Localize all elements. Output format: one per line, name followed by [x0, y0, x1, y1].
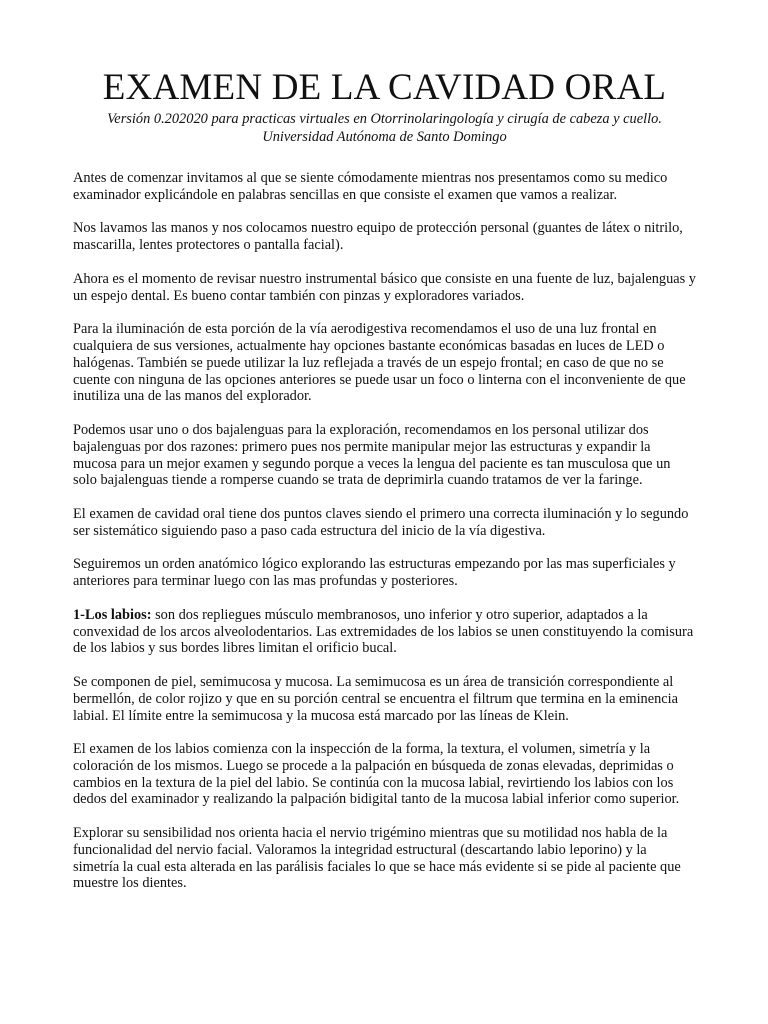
paragraph-illumination: Para la iluminación de esta porción de la vía aerodigestiva recomendamos el uso de una luz frontal en cualquiera de sus versiones, actualmente hay opciones bastante económicas basadas en luces de LED o halógenas. También se puede utilizar la luz reflejada a través de un espejo frontal; en caso de que no se cuente con ninguna de las opciones anteriores se puede usar un foco o linterna con el inconveniente de que inutiliza una de las manos del explorador.	[73, 321, 686, 405]
paragraph-anatomical-order: Seguiremos un orden anatómico lógico explorando las estructuras empezando por las mas superficiales y anteriores para terminar luego con las mas profundas y posteriores.	[73, 556, 676, 590]
paragraph-hand-washing: Nos lavamos las manos y nos colocamos nuestro equipo de protección personal (guantes de látex o nitrilo, mascarilla, lentes protectores o pantalla facial).	[73, 220, 683, 254]
document-subtitle-version: Versión 0.202020 para practicas virtuales en Otorrinolaringología y cirugía de cabeza y cuello.	[107, 111, 662, 127]
labios-text: son dos repliegues músculo membranosos, uno inferior y otro superior, adaptados a la convexidad de los arcos alveolodentarios. Las extremidades de los labios se unen constituyendo la comisura de los labios y sus bordes libres limitan el orificio bucal.	[73, 606, 694, 657]
paragraph-key-points: El examen de cavidad oral tiene dos puntos claves siendo el primero una correcta iluminación y lo segundo ser sistemático siguiendo paso a paso cada estructura del inicio de la vía digestiva.	[73, 505, 689, 539]
paragraph-introduction: Antes de comenzar invitamos al que se siente cómodamente mientras nos presentamos como su medico examinador explicándole en palabras sencillas en que consiste el examen que vamos a realizar.	[73, 170, 668, 203]
paragraph-instruments: Ahora es el momento de revisar nuestro instrumental básico que consiste en una fuente de luz, bajalenguas y un espejo dental. Es bueno contar también con pinzas y exploradores variados.	[73, 270, 696, 304]
labios-heading: 1-Los labios:	[73, 606, 152, 623]
document-body	[73, 170, 696, 892]
paragraph-labios	[73, 607, 696, 657]
document-title: EXAMEN DE LA CAVIDAD ORAL	[102, 67, 667, 108]
document-subtitle-university: Universidad Autónoma de Santo Domingo	[262, 129, 507, 145]
paragraph-lip-examination: El examen de los labios comienza con la inspección de la forma, la textura, el volumen, simetría y la coloración de los mismos. Luego se procede a la palpación en búsqueda de zonas elevadas, deprimidas o cambios en la textura de la piel del labio. Se continúa con la mucosa labial, revirtiendo los labios con los dedos del examinador y realizando la palpación bidigital tanto de la mucosa labial inferior como superior.	[73, 741, 680, 808]
paragraph-lip-composition: Se componen de piel, semimucosa y mucosa. La semimucosa es un área de transición correspondiente al bermellón, de color rojizo y que en su porción central se encuentra el filtrum que termina en la eminencia labial. El límite entre la semimucosa y la mucosa está marcado por las líneas de Klein.	[73, 673, 678, 724]
paragraph-lip-sensitivity: Explorar su sensibilidad nos orienta hacia el nervio trigémino mientras que su motilidad nos habla de la funcionalidad del nervio facial. Valoramos la integridad estructural (descartando labio leporino) y la simetría la cual esta alterada en las parálisis faciales lo que se hace más evidente si se pide al paciente que muestre los dientes.	[73, 825, 681, 892]
paragraph-tongue-depressors: Podemos usar uno o dos bajalenguas para la exploración, recomendamos en los personal utilizar dos bajalenguas por dos razones: primero pues nos permite manipular mejor las estructuras y expandir la mucosa para un mejor examen y segundo porque a veces la lengua del paciente es tan musculosa que un solo bajalenguas tiende a romperse cuando se trata de deprimirla cuando tratamos de ver la faringe.	[73, 421, 671, 489]
